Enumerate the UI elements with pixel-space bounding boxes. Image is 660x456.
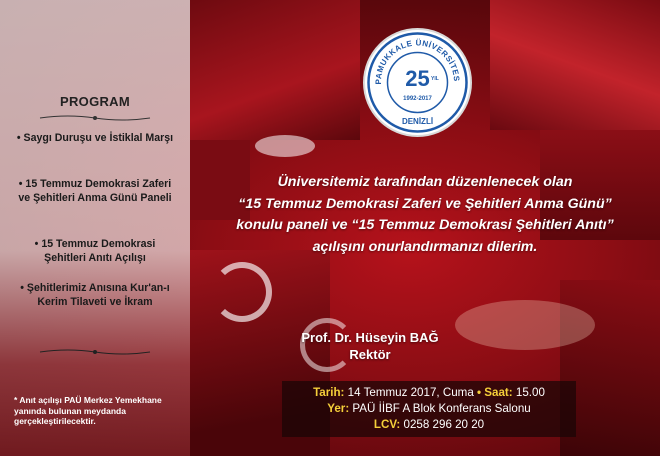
invitation-line-2: “15 Temmuz Demokrasi Zaferi ve Şehitleri Anma Günü” [238, 195, 612, 212]
place-label: Yer: [327, 402, 350, 415]
separator-dot: • [477, 386, 482, 399]
time-label: Saat: [484, 386, 513, 399]
rsvp-label: LCV: [373, 418, 401, 431]
rsvp-line [282, 418, 576, 432]
signatory-title: Rektör [349, 347, 391, 362]
logo-years-label: YIL [431, 76, 439, 82]
invitation-message [205, 172, 645, 258]
bullet-icon: • [20, 282, 24, 294]
program-item-1 [14, 132, 176, 146]
ornament-divider-top [38, 114, 152, 122]
bullet-icon: • [34, 238, 39, 250]
program-item-3 [14, 238, 176, 265]
invitation-line-1: Üniversitemiz tarafından düzenlenecek olan [277, 174, 573, 190]
place-value: PAÜ İİBF A Blok Konferans Salonu [352, 402, 531, 415]
signatory-name: Prof. Dr. Hüseyin BAĞ [301, 330, 439, 345]
program-item-text: Şehitlerimiz Anısına Kur'an-ı Kerim Tilaveti ve İkram [26, 282, 170, 308]
invitation-line-4: açılışını onurlandırmanızı dilerim. [312, 238, 538, 255]
program-item-text: 15 Temmuz Demokrasi Zaferi ve Şehitleri Anma Günü Paneli [18, 178, 172, 204]
invitation-line-3: konulu paneli ve “15 Temmuz Demokrasi Şehitleri Anıtı” [236, 217, 614, 233]
university-logo [365, 30, 470, 135]
date-value: 14 Temmuz 2017, Cuma [347, 386, 474, 399]
logo-city: DENİZLİ [401, 117, 434, 126]
event-details-box [282, 381, 576, 437]
footnote: * Anıt açılışı PAÜ Merkez Yemekhane yanında bulunan meydanda gerçekleştirilecektir. [14, 395, 162, 426]
program-title: PROGRAM [60, 94, 130, 109]
program-item-text: Saygı Duruşu ve İstiklal Marşı [23, 132, 174, 144]
rsvp-value: 0258 296 20 20 [403, 418, 485, 431]
bullet-icon: • [16, 132, 21, 144]
logo-years: 1992-2017 [403, 96, 432, 102]
program-item-text: 15 Temmuz Demokrasi Şehitleri Anıtı Açılışı [41, 238, 156, 264]
logo-number: 25 [405, 66, 430, 91]
date-label: Tarih: [313, 386, 345, 399]
program-item-4 [14, 282, 176, 309]
program-item-2 [14, 178, 176, 205]
time-value: 15.00 [515, 386, 545, 399]
ornament-divider-bottom [38, 348, 152, 356]
program-sidebar [0, 0, 190, 456]
date-time-line [282, 386, 576, 400]
place-line [282, 402, 576, 416]
bullet-icon: • [18, 178, 23, 190]
logo-ring-text: PAMUKKALE ÜNİVERSİTES [373, 38, 462, 85]
